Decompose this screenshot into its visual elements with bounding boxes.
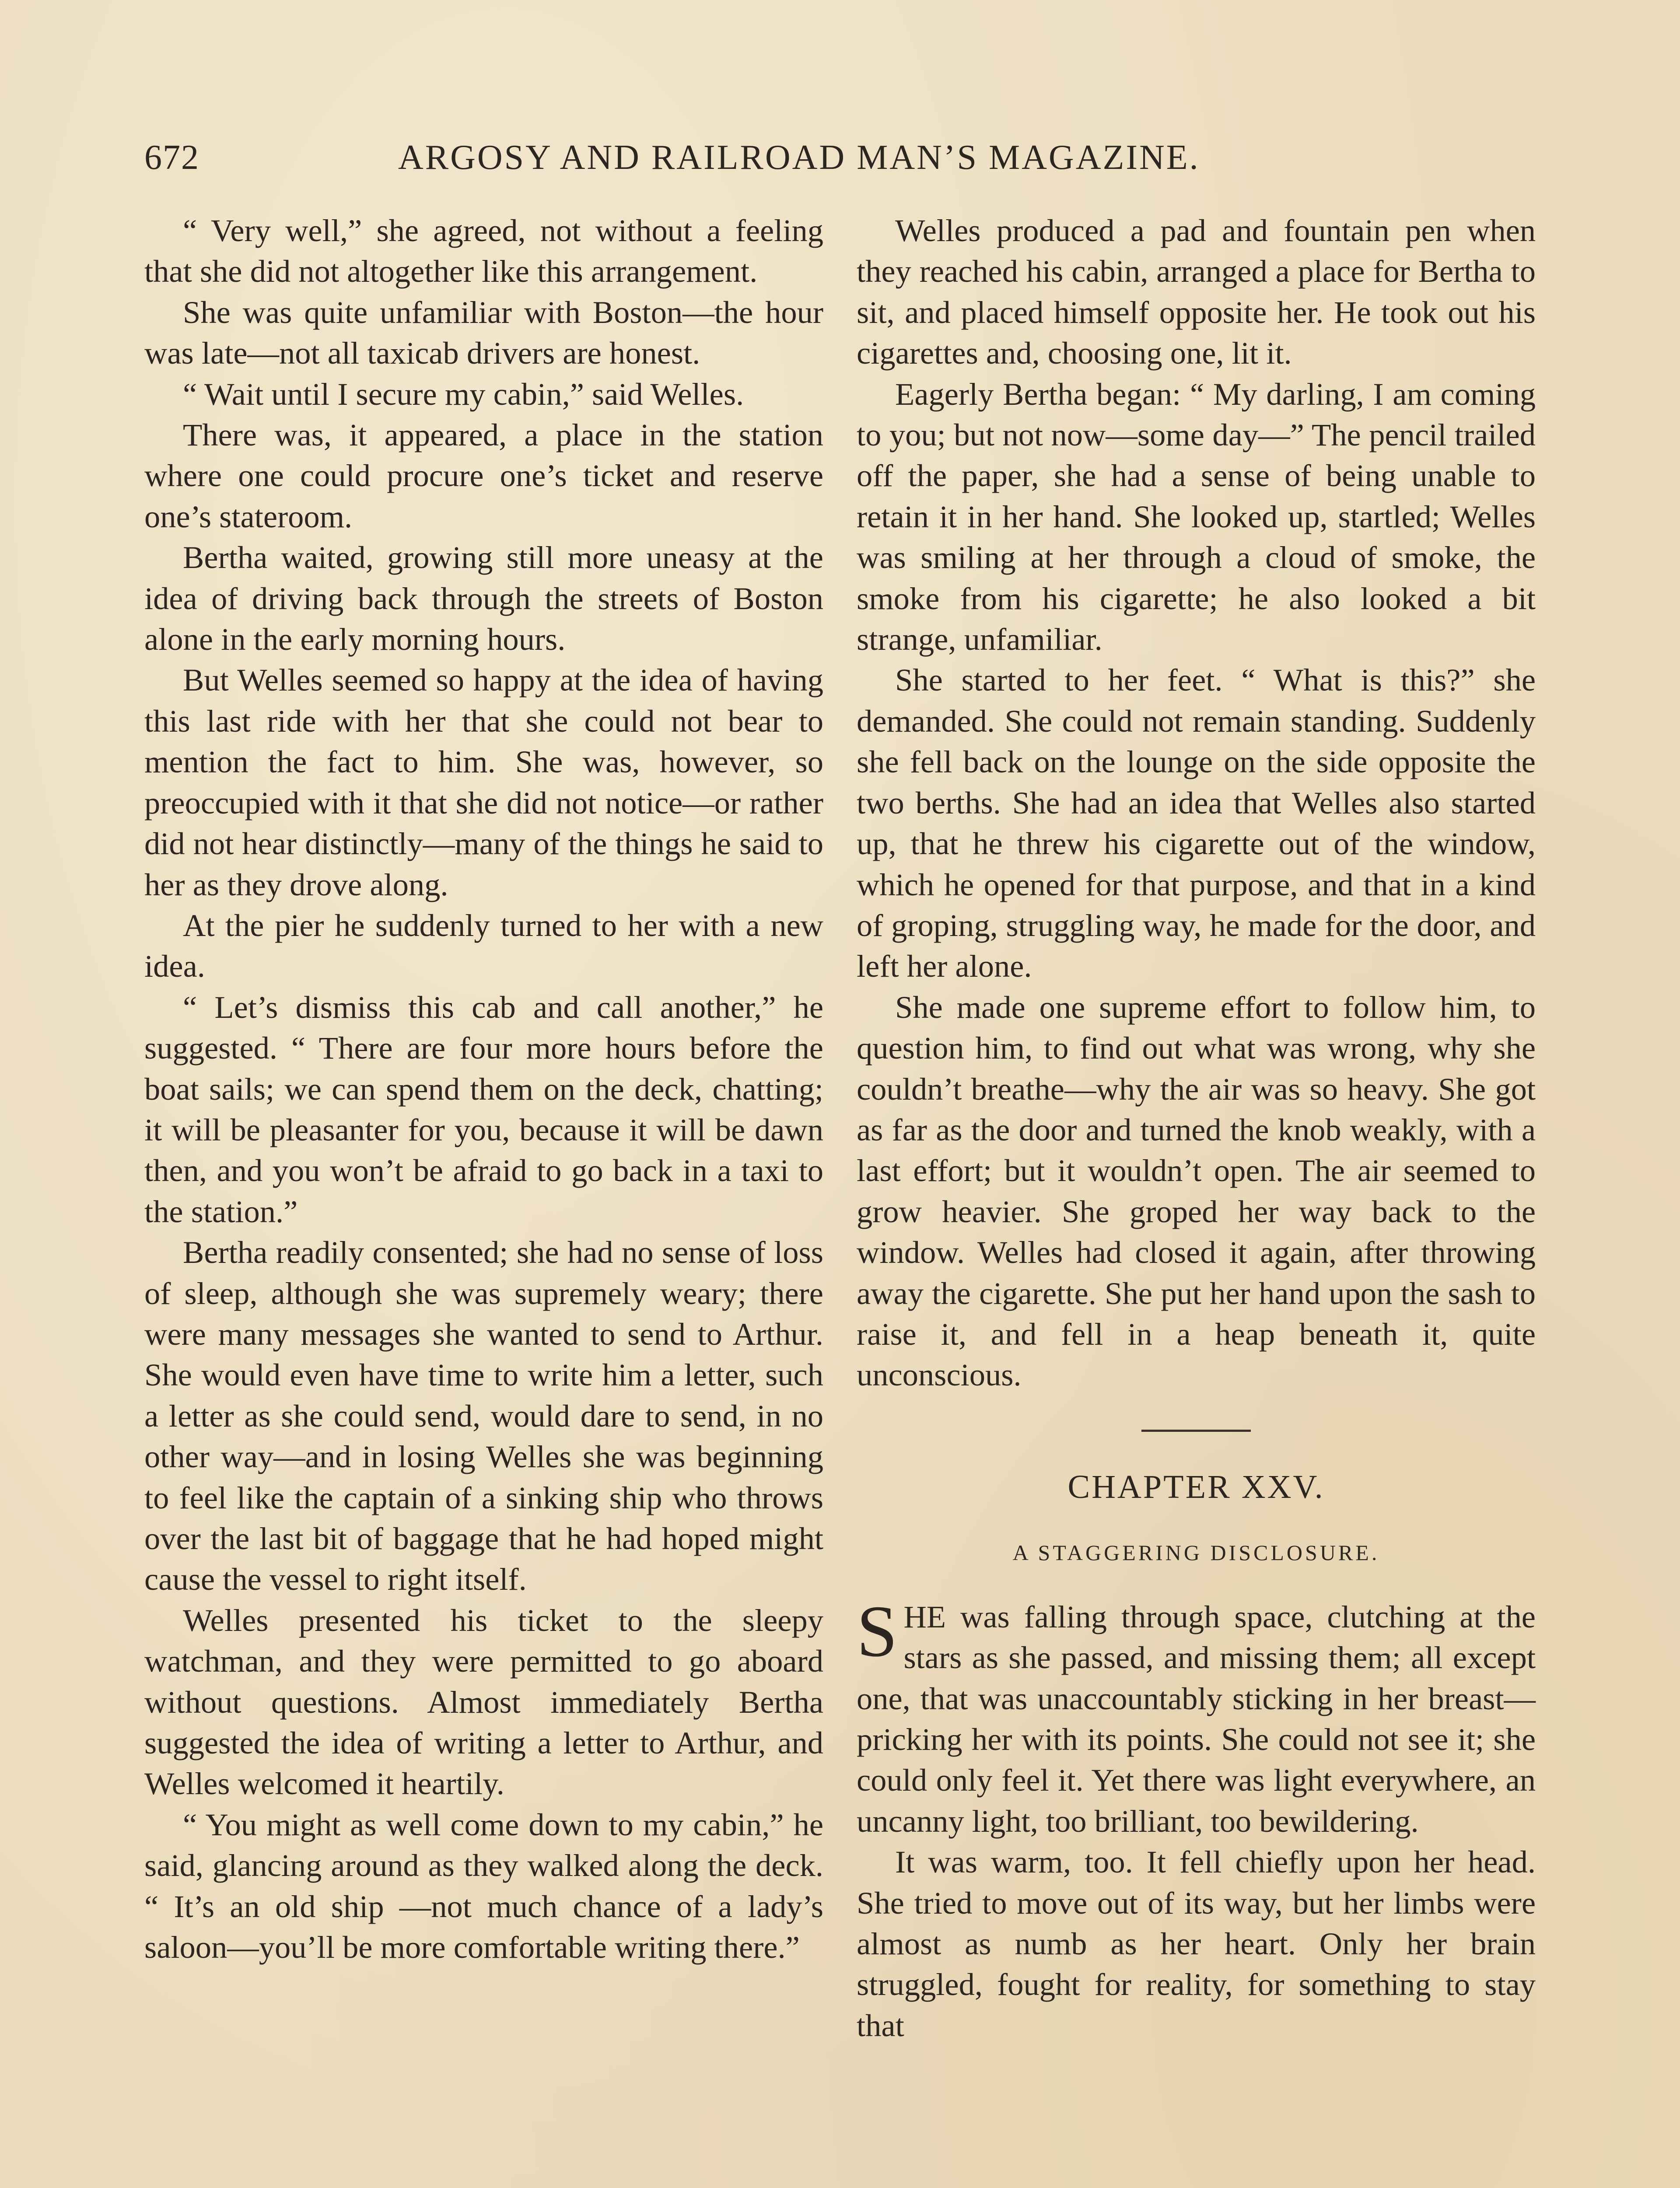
- chapter-opening-paragraph: [857, 1590, 1536, 1841]
- paragraph: “ Very well,” she agreed, not without a feeling that she did not altogether like this arrangement.: [144, 213, 823, 289]
- chapter-divider: [1141, 1430, 1251, 1432]
- page-number: 672: [144, 138, 200, 177]
- paragraph: “ Let’s dismiss this cab and call another,” he suggested. “ There are four more hours before the boat sails; we can spend them on the deck, chatting; it will be pleasanter for you, because it will be dawn then, and you won’t be afraid to go back in a taxi to the station.”: [144, 989, 823, 1229]
- paragraph: She made one supreme effort to follow him, to question him, to find out what was wrong, why she couldn’t breathe—why the air was so heavy. She got as far as the door and turned the knob weakly, with a last effort; but it wouldn’t open. The air seemed to grow heavier. She groped her way back to the window. Welles had closed it again, after throwing away the cigarette. She put her hand upon the sash to raise it, and fell in a heap beneath it, quite unconscious.: [857, 989, 1536, 1393]
- paragraph: Welles produced a pad and fountain pen when they reached his cabin, arranged a place for Bertha to sit, and placed himself opposite her. He took out his cigarettes and, choosing one, lit it.: [857, 213, 1536, 371]
- opening-text: HE was falling through space, clutching at the stars as she passed, and missing them; all except one, that was unaccountably sticking in her breast—pricking her with its points. She could not see it; she could only feel it. Yet there was light everywhere, an uncanny light, too brilliant, too bewildering.: [857, 1599, 1536, 1839]
- paragraph: Eagerly Bertha began: “ My darling, I am coming to you; but not now—some day—” The pencil trailed off the paper, she had a sense of being unable to retain it in her hand. She looked up, startled; Welles was smiling at her through a cloud of smoke, the smoke from his cigarette; he also looked a bit strange, unfamiliar.: [857, 376, 1536, 657]
- paragraph: Welles presented his ticket to the sleepy watchman, and they were permitted to go aboard without questions. Almost immediately Bertha suggested the idea of writing a letter to Arthur, and Welles welcomed it heartily.: [144, 1602, 823, 1802]
- paragraph: There was, it appeared, a place in the station where one could procure one’s ticket and reserve one’s stateroom.: [144, 417, 823, 534]
- running-title: ARGOSY AND RAILROAD MAN’S MAGAZINE.: [398, 138, 1200, 177]
- paragraph: At the pier he suddenly turned to her with a new idea.: [144, 907, 823, 984]
- page-header: [144, 131, 1536, 184]
- paragraph: Bertha readily consented; she had no sense of loss of sleep, although she was supremely weary; there were many messages she wanted to send to Arthur. She would even have time to write him a letter, such a letter as she could send, would dare to send, in no other way—and in losing Welles she was beginning to feel like the captain of a sinking ship who throws over the last bit of baggage that he had hoped might cause the vessel to right itself.: [144, 1234, 823, 1597]
- paragraph: It was warm, too. It fell chiefly upon her head. She tried to move out of its way, but her limbs were almost as numb as her heart. Only her brain struggled, fought for reality, for something to stay that: [857, 1844, 1536, 2043]
- paragraph: Bertha waited, growing still more uneasy at the idea of driving back through the streets of Boston alone in the early morning hours.: [144, 540, 823, 657]
- paragraph: “ You might as well come down to my cabin,” he said, glancing around as they walked along the deck. “ It’s an old ship —not much chance of a lady’s saloon—you’ll be more comfortable writing there.”: [144, 1806, 823, 1965]
- drop-cap: S: [857, 1590, 898, 1672]
- left-column: [144, 210, 823, 1967]
- right-column: [857, 210, 1536, 2046]
- chapter-title: CHAPTER XXV.: [1068, 1468, 1325, 1505]
- paragraph: She was quite unfamiliar with Boston—the hour was late—not all taxicab drivers are honest.: [144, 294, 823, 371]
- paragraph: But Welles seemed so happy at the idea of having this last ride with her that she could not bear to mention the fact to him. She was, however, so preoccupied with it that she did not notice—or rather did not hear distinctly—many of the things he said to her as they drove along.: [144, 662, 823, 902]
- paragraph: She started to her feet. “ What is this?” she demanded. She could not remain standing. Suddenly she fell back on the lounge on the side opposite the two berths. She had an idea that Welles also started up, that he threw his cigarette out of the window, which he opened for that purpose, and that in a kind of groping, struggling way, he made for the door, and left her alone.: [857, 662, 1536, 984]
- paragraph: “ Wait until I secure my cabin,” said Welles.: [183, 376, 744, 412]
- chapter-subtitle: A STAGGERING DISCLOSURE.: [1012, 1540, 1380, 1565]
